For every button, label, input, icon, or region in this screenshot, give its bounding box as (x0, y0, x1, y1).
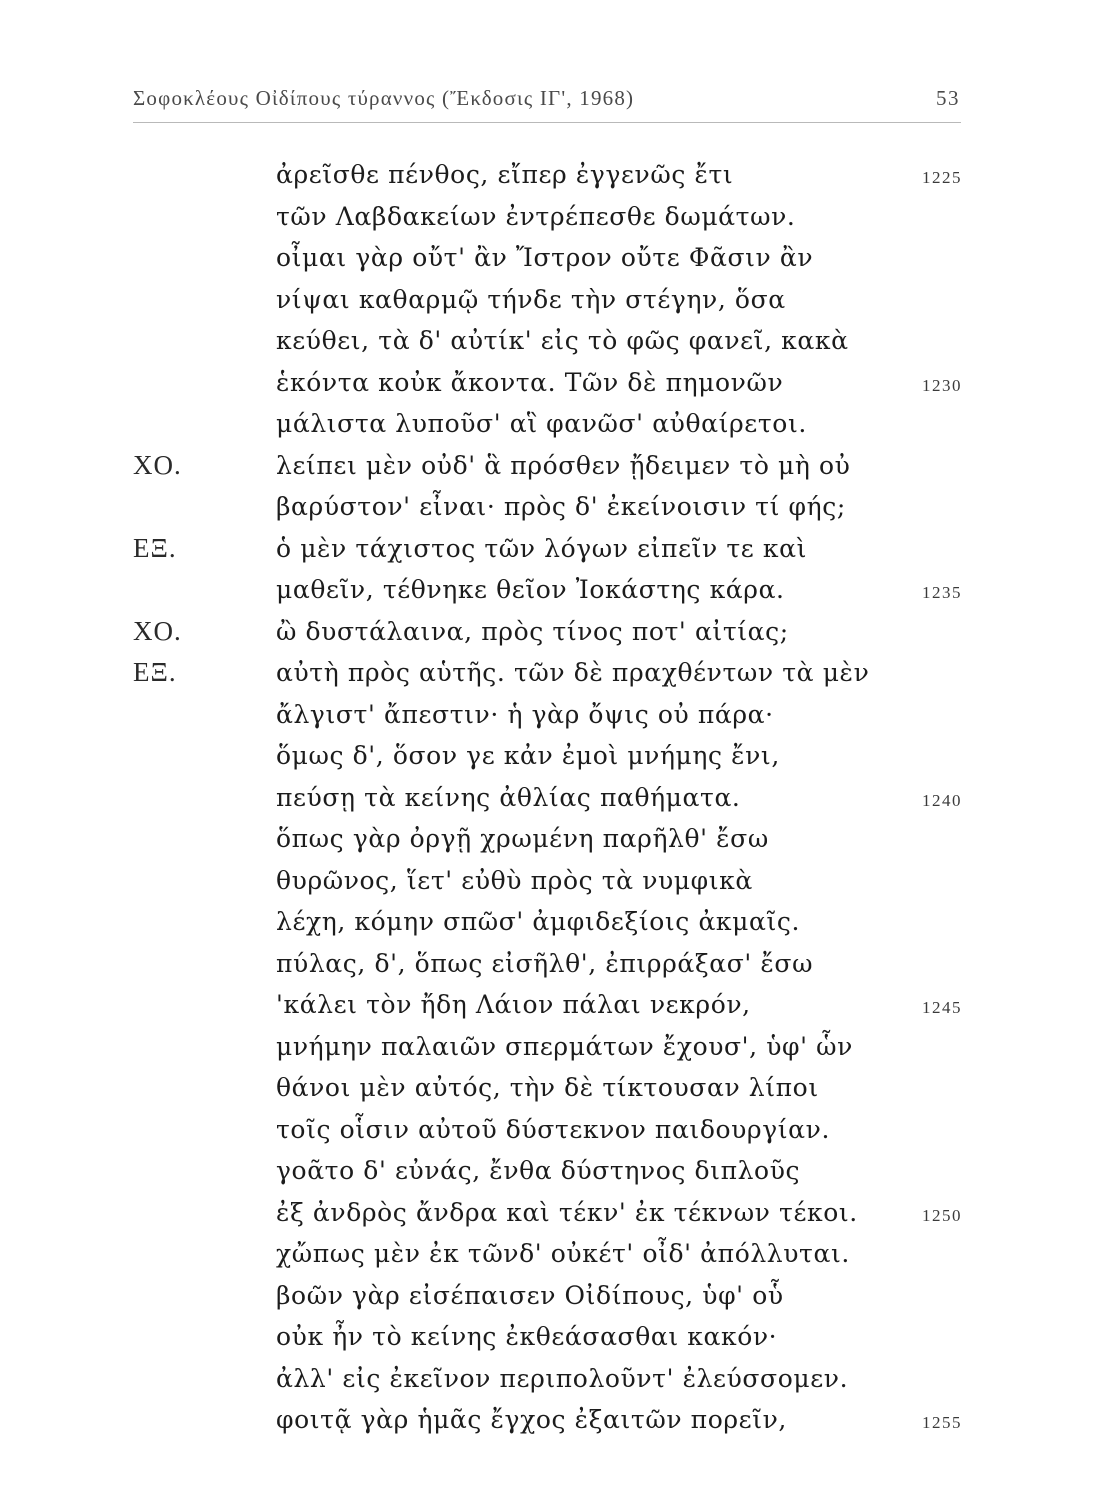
verse-line (0, 320, 1096, 361)
verse-line (0, 1275, 1096, 1316)
speaker-label: ΕΞ. (133, 533, 177, 563)
verse-text: κεύθει, τὰ δ' αὐτίκ' εἰς τὸ φῶς φανεῖ, κακὰ (276, 326, 849, 355)
verse-text: ἀρεῖσθε πένθος, εἴπερ ἐγγενῶς ἔτι (276, 160, 734, 189)
verse-line (0, 943, 1096, 984)
line-number: 1235 (922, 583, 962, 602)
verse-text: βοῶν γὰρ εἰσέπαισεν Οἰδίπους, ὑφ' οὗ (276, 1281, 784, 1310)
line-number: 1255 (922, 1413, 962, 1432)
verse-line (0, 154, 1096, 195)
page-number: 53 (936, 86, 960, 110)
verse-text: χὤπως μὲν ἐκ τῶνδ' οὐκέτ' οἶδ' ἀπόλλυται. (276, 1239, 850, 1268)
verse-line (0, 1150, 1096, 1191)
header-rule (133, 122, 961, 123)
verse-text: ὢ δυστάλαινα, πρὸς τίνος ποτ' αἰτίας; (276, 617, 789, 646)
verse-line (0, 1192, 1096, 1233)
verse-line (0, 362, 1096, 403)
verse-line (0, 196, 1096, 237)
verse-text: βαρύστον' εἶναι· πρὸς δ' ἐκείνοισιν τί φής; (276, 492, 846, 521)
verse-text: οὐκ ἦν τὸ κείνης ἐκθεάσασθαι κακόν· (276, 1322, 778, 1351)
verse-line (0, 611, 1096, 652)
verse-text: τῶν Λαβδακείων ἐντρέπεσθε δωμάτων. (276, 202, 796, 231)
verse-text: ὅμως δ', ὅσον γε κἀν ἐμοὶ μνήμης ἔνι, (276, 741, 780, 770)
verse-text: πεύσῃ τὰ κείνης ἀθλίας παθήματα. (276, 783, 741, 812)
speaker-label: ΧΟ. (133, 616, 182, 646)
line-number: 1225 (922, 168, 962, 187)
verse-text: ἑκόντα κοὐκ ἄκοντα. Τῶν δὲ πημονῶν (276, 368, 784, 397)
verse-text: γοᾶτο δ' εὐνάς, ἔνθα δύστηνος διπλοῦς (276, 1156, 801, 1185)
verse-text: ἄλγιστ' ἄπεστιν· ἡ γὰρ ὄψις οὐ πάρα· (276, 700, 774, 729)
verse-text: ἐξ ἀνδρὸς ἄνδρα καὶ τέκν' ἐκ τέκνων τέκοι. (276, 1198, 858, 1227)
verse-line (0, 569, 1096, 610)
verse-text: νίψαι καθαρμῷ τήνδε τὴν στέγην, ὅσα (276, 285, 786, 314)
verse-line (0, 445, 1096, 486)
verse-line (0, 279, 1096, 320)
verse-text: οἶμαι γὰρ οὔτ' ἂν Ἴστρον οὔτε Φᾶσιν ἂν (276, 243, 814, 272)
running-title: Σοφοκλέους Οἰδίπους τύραννος (Ἔκδοσις ΙΓ', 1968) (133, 86, 635, 110)
line-number: 1240 (922, 791, 962, 810)
verse-text: ὅπως γὰρ ὀργῇ χρωμένη παρῆλθ' ἔσω (276, 824, 769, 853)
verse-text: λείπει μὲν οὐδ' ἃ πρόσθεν ᾔδειμεν τὸ μὴ οὐ (276, 451, 851, 480)
speaker-label: ΧΟ. (133, 450, 182, 480)
verse-text: αὐτὴ πρὸς αὑτῆς. τῶν δὲ πραχθέντων τὰ μὲν (276, 658, 870, 687)
line-number: 1245 (922, 998, 962, 1017)
verse-line (0, 694, 1096, 735)
verse-text: πύλας, δ', ὅπως εἰσῆλθ', ἐπιρράξασ' ἔσω (276, 949, 814, 978)
speaker-label: ΕΞ. (133, 657, 177, 687)
verse-line (0, 237, 1096, 278)
verse-text: τοῖς οἷσιν αὐτοῦ δύστεκνον παιδουργίαν. (276, 1115, 831, 1144)
verse-line (0, 818, 1096, 859)
verse-line (0, 528, 1096, 569)
verse-text: 'κάλει τὸν ἤδη Λάιον πάλαι νεκρόν, (276, 990, 751, 1019)
verse-line (0, 984, 1096, 1025)
verse-line (0, 1233, 1096, 1274)
line-number: 1230 (922, 376, 962, 395)
verse-line (0, 1399, 1096, 1440)
verse-text: μνήμην παλαιῶν σπερμάτων ἔχουσ', ὑφ' ὧν (276, 1032, 853, 1061)
verse-line (0, 652, 1096, 693)
verse-line (0, 735, 1096, 776)
verse-line (0, 1316, 1096, 1357)
verse-line (0, 403, 1096, 444)
verse-text: μαθεῖν, τέθνηκε θεῖον Ἰοκάστης κάρα. (276, 575, 785, 604)
verse-line (0, 860, 1096, 901)
verse-line (0, 901, 1096, 942)
verse-text: θάνοι μὲν αὐτός, τὴν δὲ τίκτουσαν λίποι (276, 1073, 819, 1102)
line-number: 1250 (922, 1206, 962, 1225)
verse-line (0, 1109, 1096, 1150)
verse-text: ἀλλ' εἰς ἐκεῖνον περιπολοῦντ' ἐλεύσσομεν. (276, 1364, 849, 1393)
verse-text: ὁ μὲν τάχιστος τῶν λόγων εἰπεῖν τε καὶ (276, 534, 808, 563)
verse-line (0, 777, 1096, 818)
verse-line (0, 1026, 1096, 1067)
verse-text: φοιτᾷ γὰρ ἡμᾶς ἔγχος ἐξαιτῶν πορεῖν, (276, 1405, 787, 1434)
verse-text: λέχη, κόμην σπῶσ' ἀμφιδεξίοις ἀκμαῖς. (276, 907, 801, 936)
verse-line (0, 1358, 1096, 1399)
verse-text: θυρῶνος, ἵετ' εὐθὺ πρὸς τὰ νυμφικὰ (276, 866, 753, 895)
verse-text: μάλιστα λυποῦσ' αἳ φανῶσ' αὐθαίρετοι. (276, 409, 807, 438)
verse-line (0, 486, 1096, 527)
verse-line (0, 1067, 1096, 1108)
